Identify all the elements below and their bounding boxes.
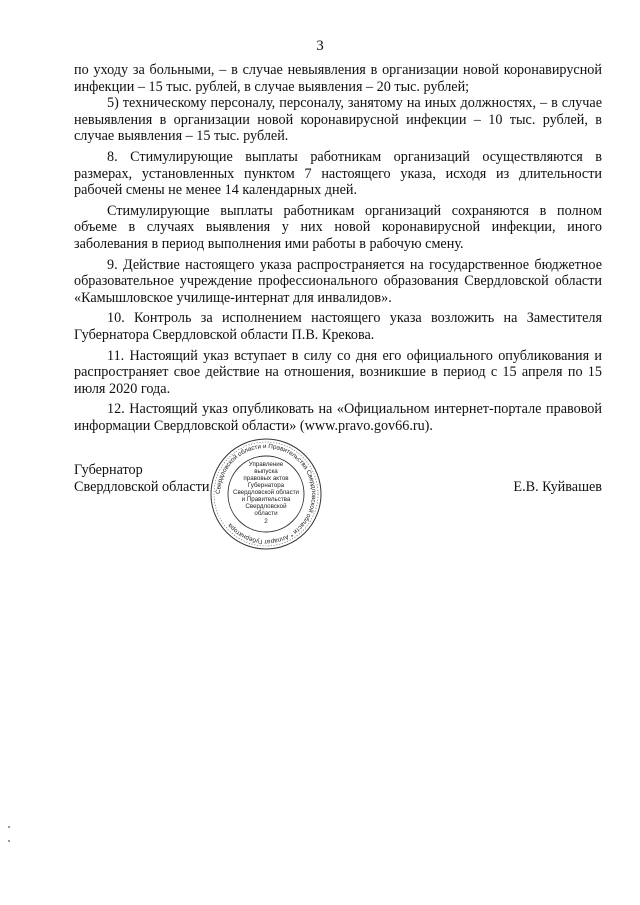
seal-center-text [233, 461, 300, 525]
seal-line: и Правительства [241, 496, 291, 503]
signature-block [74, 442, 602, 552]
paragraph: 12. Настоящий указ опубликовать на «Официальном интернет-портале правовой информации Свердловской области» (www.pravo.gov66.ru). [74, 401, 602, 434]
paragraph: Стимулирующие выплаты работникам организаций сохраняются в полном объеме в случаях выявления у них новой коронавирусной инфекции, иного заболевания в период выполнения ими работы в рабочую смену. [74, 202, 602, 252]
seal-line: области [254, 510, 278, 517]
document-body [74, 62, 602, 434]
paragraph: 11. Настоящий указ вступает в силу со дня его официального опубликования и распространяет свое действие на отношения, возникшие в период с 15 апреля по 15 июля 2020 года. [74, 347, 602, 397]
paragraph: 8. Стимулирующие выплаты работникам организаций осуществляются в размерах, установленных пунктом 7 настоящего указа, исходя из длительности рабочей смены не менее 14 календарных дней. [74, 148, 602, 199]
seal-line: выпуска [254, 468, 278, 475]
paragraph: 5) техническому персоналу, персоналу, занятому на иных должностях, – в случае невыявления в организации новой коронавирусной инфекции – 10 тыс. рублей, в случае выявления – 15 тыс. рублей. [74, 95, 602, 145]
seal-ring-text: Свердловской области и Правительства Свердловской области * Аппарат Губернатора [214, 442, 318, 546]
page-number: 3 [316, 38, 324, 54]
signatory-title [74, 462, 209, 496]
official-seal [209, 437, 323, 551]
paragraph: по уходу за больными, – в случае невыявления в организации новой коронавирусной инфекции – 15 тыс. рублей, в случае выявления – 20 тыс. рублей; [74, 62, 602, 95]
seal-line: правовых актов [243, 475, 289, 482]
seal-line: Управление [248, 461, 284, 468]
signatory-title-line1: Губернатор [74, 462, 143, 478]
seal-line: Свердловской [245, 503, 287, 510]
seal-line: Губернатора [247, 482, 285, 489]
seal-line: 2 [264, 518, 268, 525]
paragraph: 10. Контроль за исполнением настоящего указа возложить на Заместителя Губернатора Свердловской области П.В. Крекова. [74, 310, 602, 343]
scan-speck [8, 840, 10, 842]
signatory-title-line2: Свердловской области [74, 479, 210, 495]
seal-line: Свердловской области [232, 489, 300, 496]
scan-speck [8, 826, 10, 828]
paragraph: 9. Действие настоящего указа распространяется на государственное бюджетное образовательное учреждение профессионального образования Свердловской области «Камышловское училище-интернат для инвалидов». [74, 256, 602, 306]
signatory-name: Е.В. Куйвашев [513, 479, 602, 495]
